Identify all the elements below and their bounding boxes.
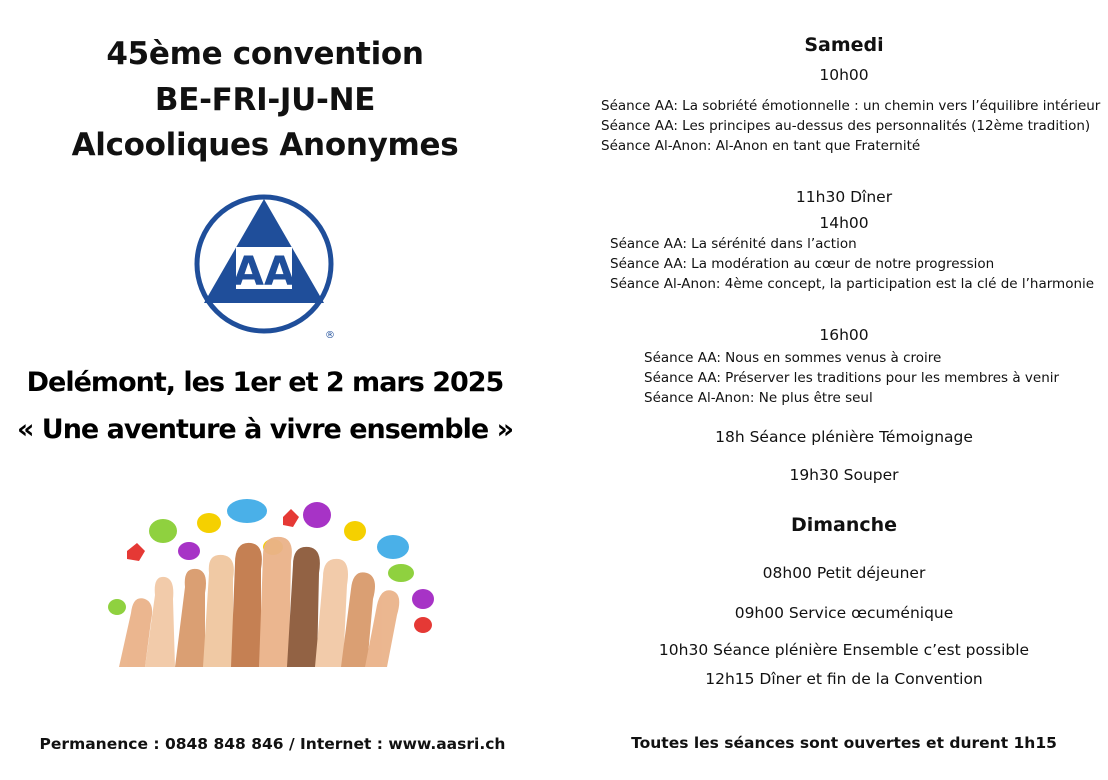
session-line: Séance AA: Nous en sommes venus à croire (644, 350, 942, 366)
session-line: Séance AA: La modération au cœur de notre progression (610, 256, 995, 272)
motto: « Une aventure à vivre ensemble » (16, 414, 514, 445)
title-line-3: Alcooliques Anonymes (71, 127, 459, 163)
session-line: Séance AA: La sérénité dans l’action (610, 236, 857, 252)
breakfast-sunday: 08h00 Petit déjeuner (762, 564, 926, 582)
date-line: Delémont, les 1er et 2 mars 2025 (26, 367, 504, 398)
session-line: Séance AA: Préserver les traditions pour les membres à venir (644, 370, 1060, 386)
time-10h00: 10h00 (819, 66, 869, 84)
session-line: Séance AA: Les principes au-dessus des personnalités (12ème tradition) (601, 118, 1091, 134)
title-line-2: BE-FRI-JU-NE (154, 82, 376, 118)
plenary-saturday: 18h Séance plénière Témoignage (715, 428, 973, 446)
lunch-time: 11h30 Dîner (795, 188, 893, 206)
session-line: Séance AA: La sobriété émotionnelle : un chemin vers l’équilibre intérieur (601, 98, 1101, 114)
aa-logo-letters (233, 249, 295, 295)
session-line: Séance Al-Anon: 4ème concept, la participation est la clé de l’harmonie (610, 276, 1095, 292)
time-14h00: 14h00 (819, 214, 869, 232)
footer-contact: Permanence : 0848 848 846 / Internet : www.aasri.ch (39, 735, 506, 753)
left-column (0, 0, 530, 780)
registered-mark: ® (325, 330, 335, 341)
session-line: Séance Al-Anon: Ne plus être seul (644, 390, 873, 406)
plenary-sunday: 10h30 Séance plénière Ensemble c’est possible (658, 641, 1030, 659)
end-sunday: 12h15 Dîner et fin de la Convention (705, 670, 983, 688)
aa-logo-icon (192, 192, 342, 344)
service-sunday: 09h00 Service œcuménique (734, 604, 954, 622)
session-line: Séance Al-Anon: Al-Anon en tant que Fraternité (601, 138, 921, 154)
sunday-heading: Dimanche (790, 514, 898, 536)
right-column (580, 0, 1108, 780)
footer-note: Toutes les séances sont ouvertes et durent 1h15 (631, 734, 1057, 752)
title-line-1: 45ème convention (106, 36, 424, 72)
raised-hands-speech-bubbles-icon (105, 495, 445, 667)
dinner-saturday: 19h30 Souper (789, 466, 899, 484)
svg-text:AA: AA (233, 249, 295, 295)
time-16h00: 16h00 (819, 326, 869, 344)
saturday-heading: Samedi (804, 34, 884, 56)
